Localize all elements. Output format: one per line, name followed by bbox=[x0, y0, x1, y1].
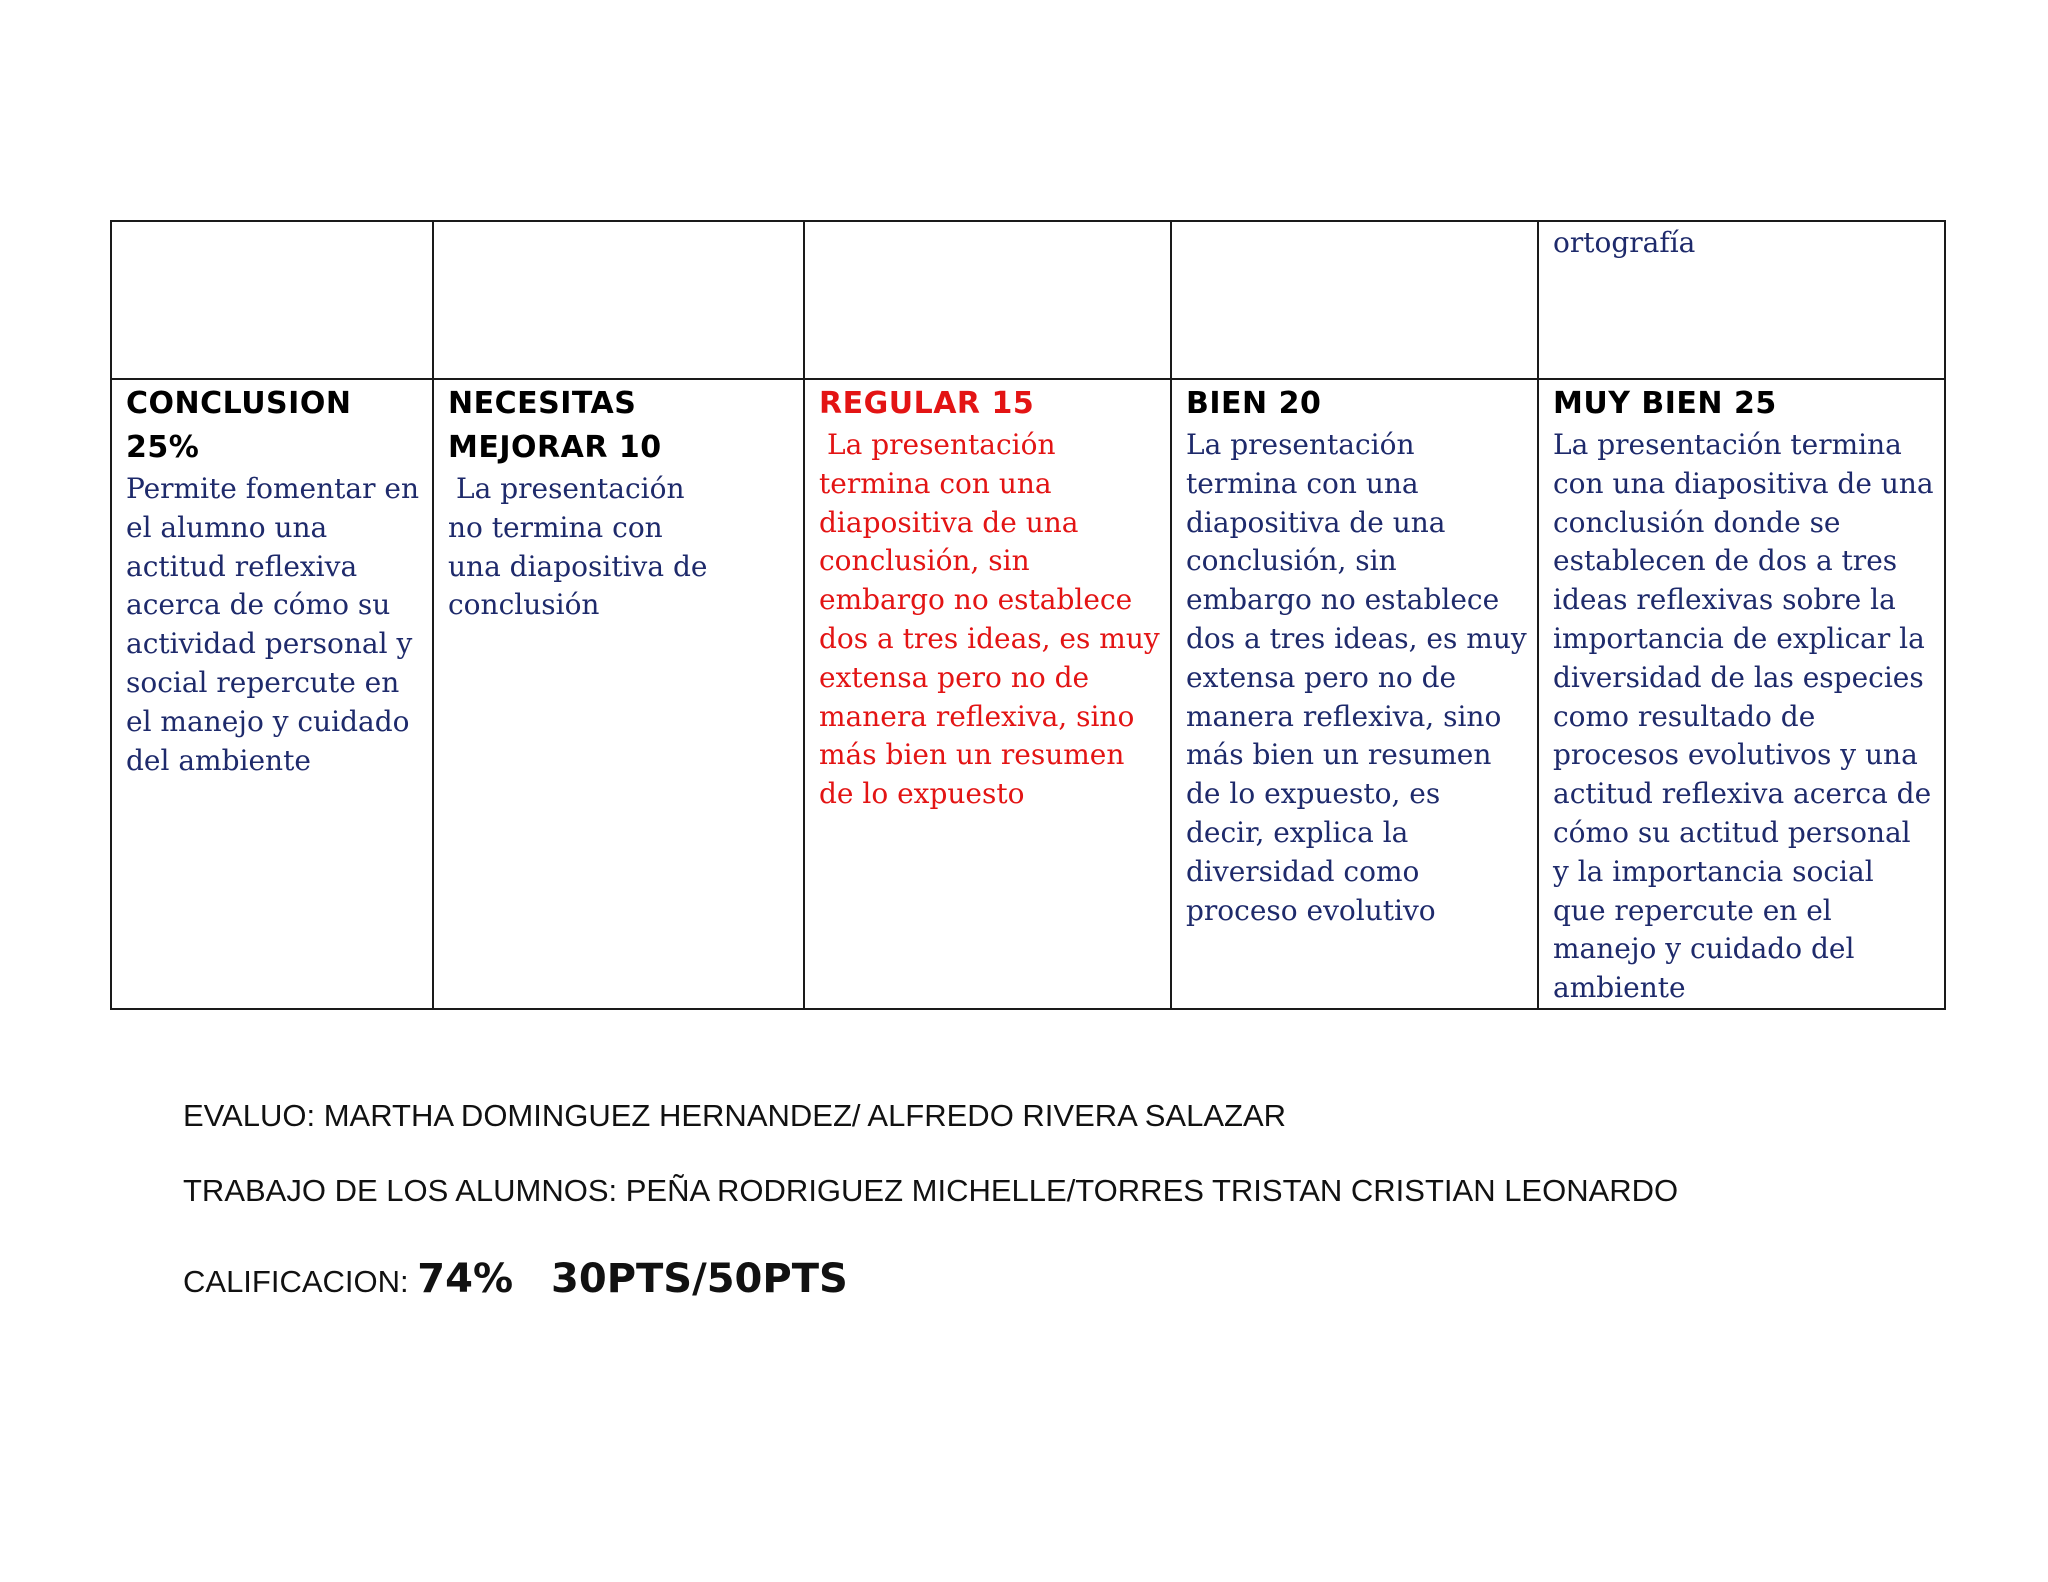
criterion-cell bbox=[111, 379, 433, 1009]
evaluator-line: EVALUO: MARTHA DOMINGUEZ HERNANDEZ/ ALFREDO RIVERA SALAZAR bbox=[183, 1098, 1287, 1133]
criterion-description: Permite fomentar en el alumno una actitud reflexiva acerca de cómo su actividad personal y social repercute en el manejo y cuidado del ambiente bbox=[126, 472, 419, 777]
level-heading: MUY BIEN 25 bbox=[1553, 386, 1777, 421]
grade-points: 30PTS/50PTS bbox=[551, 1256, 848, 1302]
level-description: La presentación termina con una diapositiva de una conclusión donde se establecen de dos a tres ideas reflexivas sobre la importancia de explicar la diversidad de las especies como resultado de procesos evolutivos y una actitud reflexiva acerca de cómo su actitud personal y la importancia social que repercute en el manejo y cuidado del ambiente bbox=[1553, 428, 1934, 1005]
grade-label: CALIFICACION: bbox=[183, 1264, 409, 1299]
table-cell bbox=[804, 221, 1171, 379]
level-description: La presentación termina con una diapositiva de una conclusión, sin embargo no establece dos a tres ideas, es muy extensa pero no de manera reflexiva, sino más bien un resumen de lo expuesto bbox=[819, 428, 1160, 811]
level-cell-regular bbox=[804, 379, 1171, 1009]
level-description: La presentación termina con una diapositiva de una conclusión, sin embargo no establece dos a tres ideas, es muy extensa pero no de manera reflexiva, sino más bien un resumen de lo expuesto, es decir, explica la diversidad como proceso evolutivo bbox=[1186, 428, 1527, 927]
table-cell bbox=[111, 221, 433, 379]
level-heading: BIEN 20 bbox=[1186, 386, 1322, 421]
table-row bbox=[111, 221, 1945, 379]
rubric-table bbox=[110, 220, 1946, 1010]
grade-percent: 74% bbox=[417, 1256, 514, 1302]
level-heading: REGULAR 15 bbox=[819, 386, 1035, 421]
table-row bbox=[111, 379, 1945, 1009]
grade-line bbox=[183, 1256, 848, 1302]
table-cell bbox=[1171, 221, 1538, 379]
students-line: TRABAJO DE LOS ALUMNOS: PEÑA RODRIGUEZ MICHELLE/TORRES TRISTAN CRISTIAN LEONARDO bbox=[183, 1173, 1679, 1208]
level-heading: NECESITAS MEJORAR 10 bbox=[448, 386, 662, 465]
criterion-heading: CONCLUSION 25% bbox=[126, 386, 352, 465]
level-cell-necesitas-mejorar bbox=[433, 379, 804, 1009]
level-cell-bien bbox=[1171, 379, 1538, 1009]
level-cell-muy-bien bbox=[1538, 379, 1945, 1009]
table-cell bbox=[433, 221, 804, 379]
table-cell bbox=[1538, 221, 1945, 379]
level-description: La presentación no termina con una diapositiva de conclusión bbox=[448, 472, 708, 622]
cell-text: ortografía bbox=[1553, 226, 1696, 259]
